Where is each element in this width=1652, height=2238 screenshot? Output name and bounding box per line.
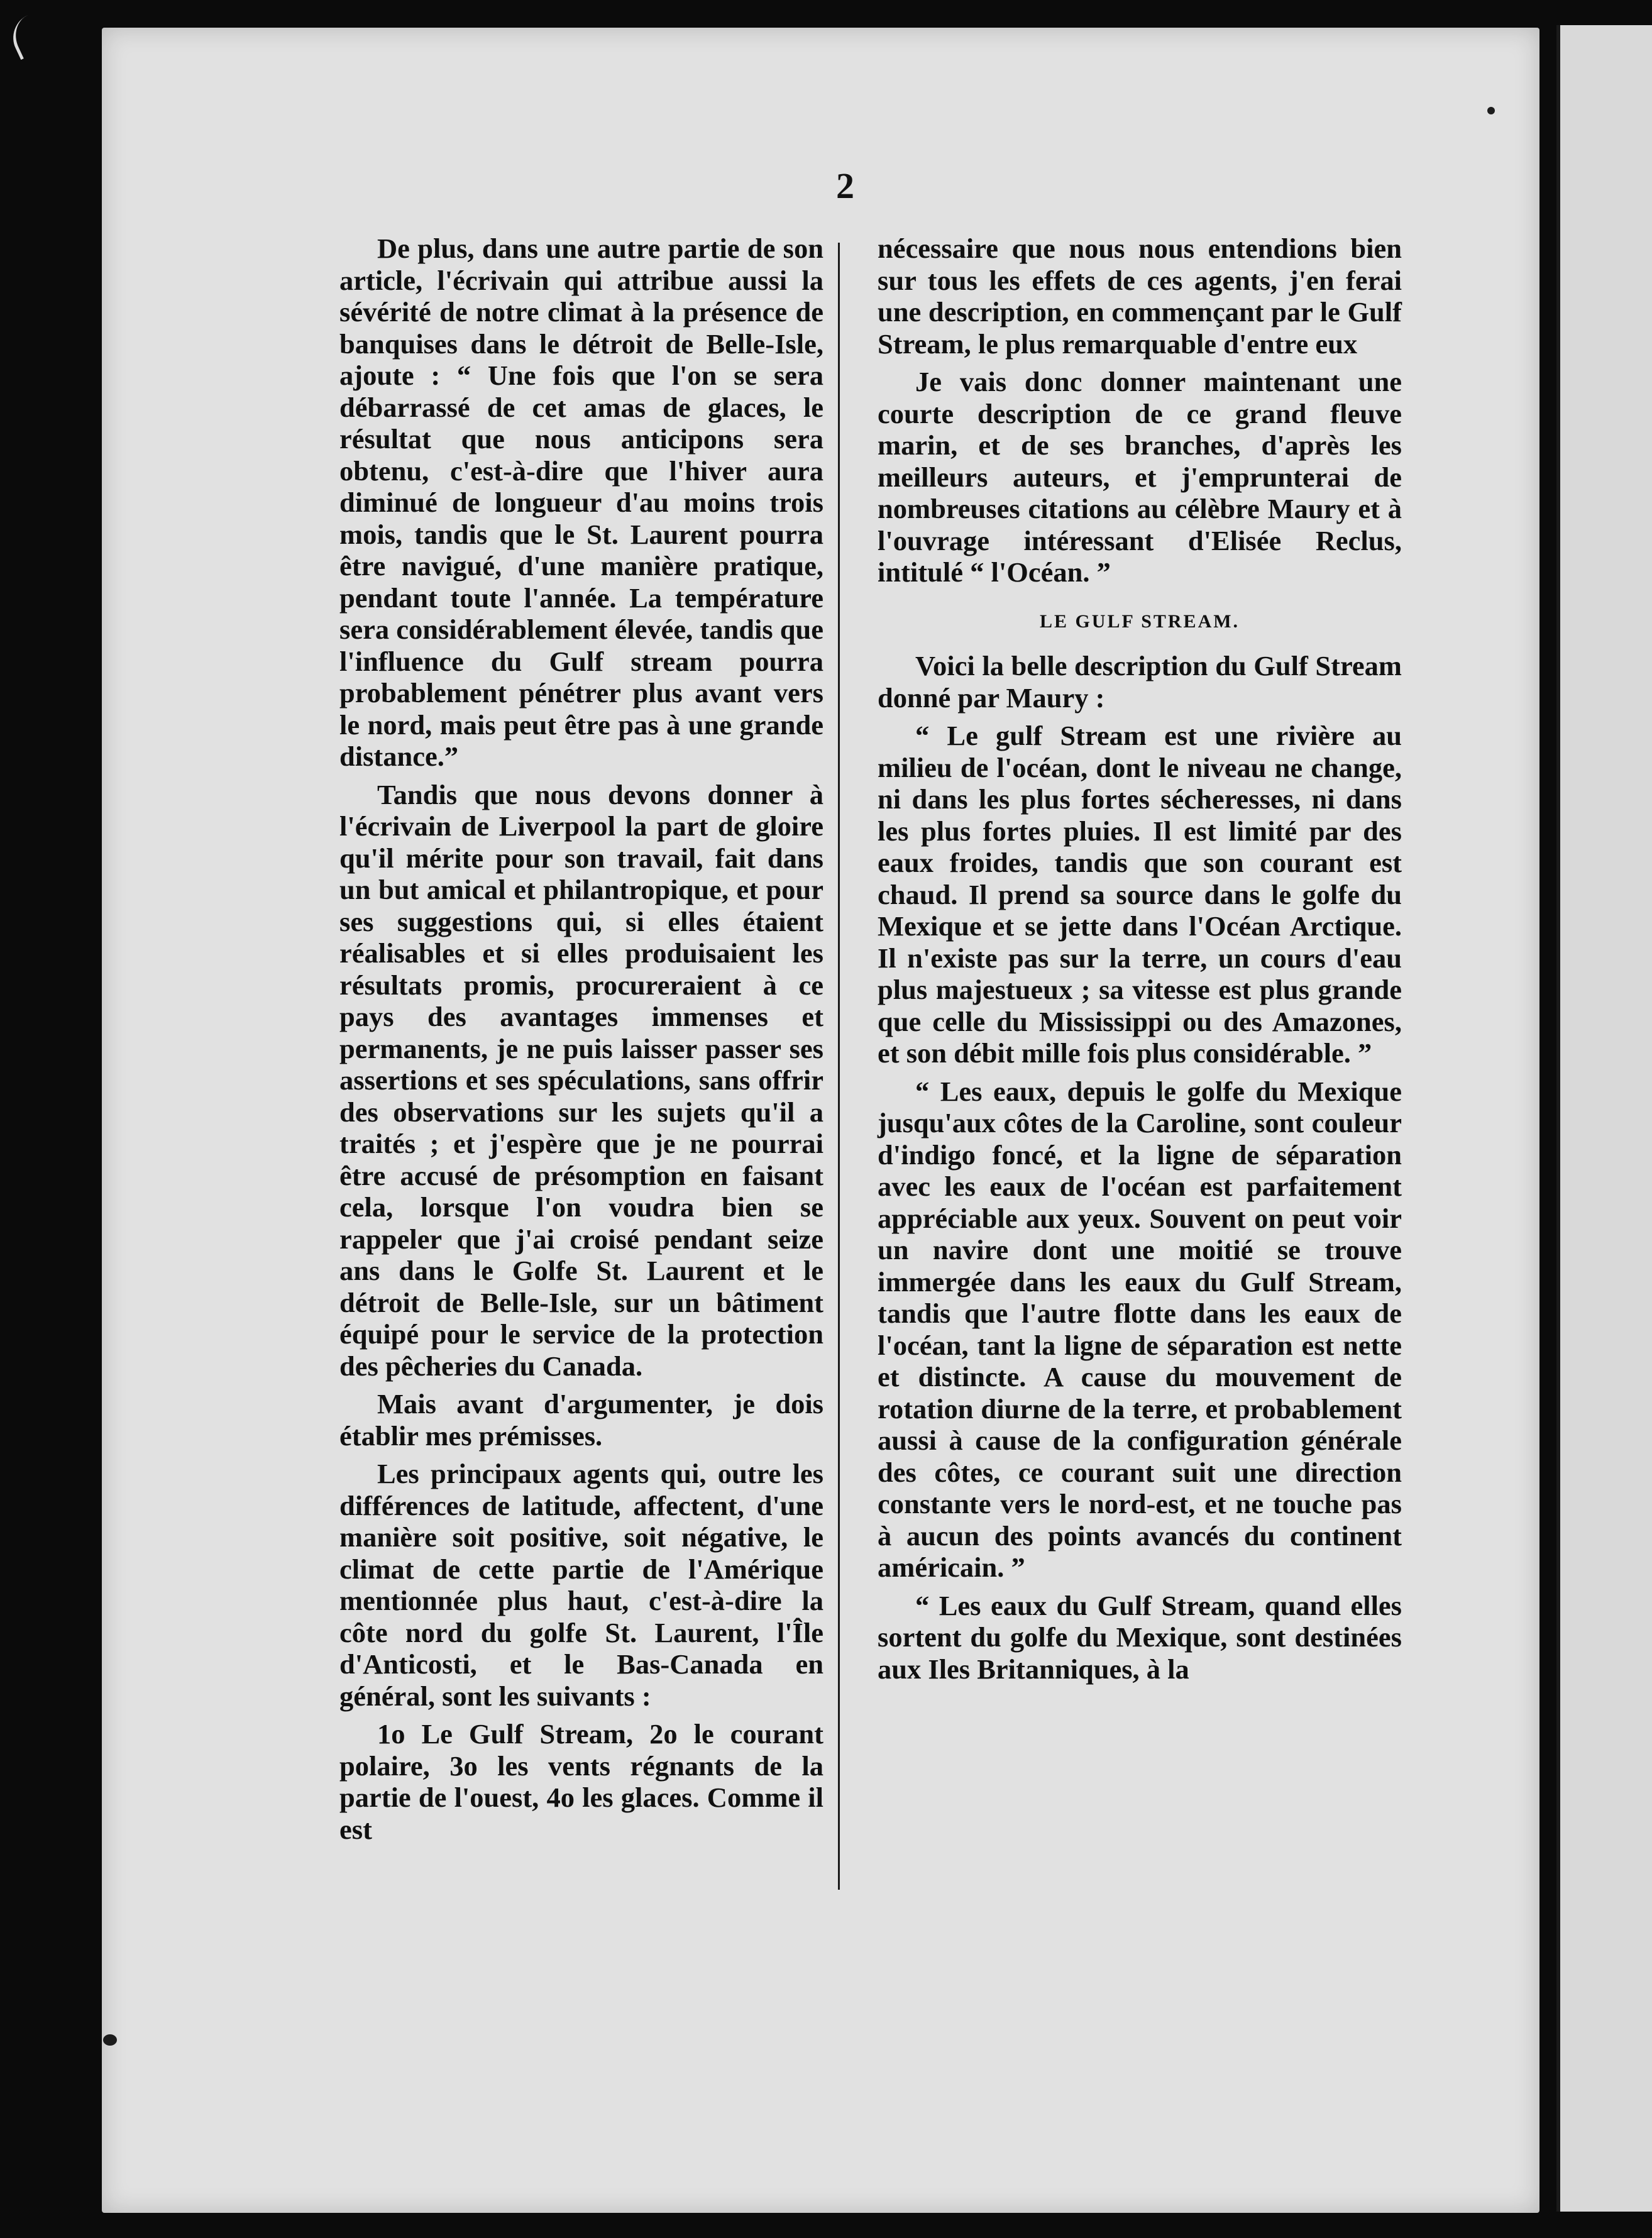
paragraph: 1o Le Gulf Stream, 2o le courant polaire, 3o les vents régnants de la partie de l'ouest, 4o les glaces. Comme il est bbox=[339, 1718, 823, 1845]
section-heading: LE GULF STREAM. bbox=[1039, 610, 1240, 632]
paragraph: Tandis que nous devons donner à l'écrivain de Liverpool la part de gloire qu'il mérite pour son travail, fait dans un but amical et philantropique, et pour ses suggestions qui, si elles étaient réalisables et si elles produisaient les résultats promis, procureraient à ce pays des avantages immenses et permanents, je ne puis laisser passer ses assertions et ses spéculations, sans offrir des observations sur les sujets qu'il a traités ; et j'espère que je ne pourrai être accusé de présomption en faisant cela, lorsque l'on voudra bien se rappeler que j'ai croisé pendant seize ans dans le Golfe St. Laurent et le détroit de Belle-Isle, sur un bâtiment équipé pour le service de la protection des pêcheries du Canada. bbox=[339, 778, 823, 1382]
paragraph-continuation: nécessaire que nous nous entendions bien sur tous les effets de ces agents, j'en ferai une description, en commençant par le Gulf Stream, le plus remarquable d'entre eux bbox=[878, 233, 1402, 360]
paragraph: Voici la belle description du Gulf Stream donné par Maury : bbox=[878, 650, 1402, 714]
column-rule bbox=[838, 243, 840, 1890]
adjacent-page-edge bbox=[1556, 25, 1652, 2212]
speck bbox=[1487, 107, 1495, 114]
paragraph: “ Les eaux du Gulf Stream, quand elles sortent du golfe du Mexique, sont destinées aux Iles Britanniques, à la bbox=[878, 1589, 1402, 1685]
paragraph: Je vais donc donner maintenant une courte description de ce grand fleuve marin, et de ses branches, d'après les meilleurs auteurs, et j'emprunterai de nombreuses citations au célèbre Maury et à l'ouvrage intéressant d'Elisée Reclus, intitulé “ l'Océan. ” bbox=[878, 366, 1402, 588]
paragraph: “ Les eaux, depuis le golfe du Mexique jusqu'aux côtes de la Caroline, sont couleur d'indigo foncé, et la ligne de séparation avec les eaux de l'océan est parfaitement appréciable aux yeux. Souvent on peut voir un navire dont une moitié se trouve immergée dans les eaux du Gulf Stream, tandis que l'autre flotte dans les eaux de l'océan, tant la ligne de séparation est nette et distincte. A cause du mouvement de rotation diurne de la terre, et probablement aussi à cause de la configuration générale des côtes, ce courant suit une direction constante vers le nord-est, et ne touche pas à aucun des points avancés du continent américain. ” bbox=[878, 1075, 1402, 1583]
page-number: 2 bbox=[836, 165, 854, 206]
speck bbox=[103, 2034, 117, 2046]
paragraph: Mais avant d'argumenter, je dois établir mes prémisses. bbox=[339, 1388, 823, 1452]
right-column bbox=[878, 233, 1402, 1691]
paragraph: “ Le gulf Stream est une rivière au milieu de l'océan, dont le niveau ne change, ni dans les plus fortes sécheresses, ni dans les plus fortes pluies. Il est limité par des eaux froides, tandis que son courant est chaud. Il prend sa source dans le golfe du Mexique et se jette dans l'Océan Arctique. Il n'existe pas sur la terre, un cours d'eau plus majestueux ; sa vitesse est plus grande que celle du Mississippi ou des Amazones, et son débit mille fois plus considérable. ” bbox=[878, 720, 1402, 1069]
paragraph: De plus, dans une autre partie de son article, l'écrivain qui attribue aussi la sévérité de notre climat à la présence de banquises dans le détroit de Belle-Isle, ajoute : “ Une fois que l'on se sera débarrassé de cet amas de glaces, le résultat que nous anticipons sera obtenu, c'est-à-dire que l'hiver aura diminué de longueur d'au moins trois mois, tandis que le St. Laurent pourra être navigué, d'une manière pratique, pendant toute l'année. La température sera considérablement élevée, tandis que l'influence du Gulf stream pourra probablement pénétrer plus avant vers le nord, mais peut être pas à une grande distance.” bbox=[339, 233, 823, 772]
left-column bbox=[339, 233, 823, 1851]
corner-mark bbox=[5, 11, 53, 60]
paragraph: Les principaux agents qui, outre les différences de latitude, affectent, d'une manière soit positive, soit négative, le climat de cette partie de l'Amérique mentionnée plus haut, c'est-à-dire la côte nord du golfe St. Laurent, l'Île d'Anticosti, et le Bas-Canada en général, sont les suivants : bbox=[339, 1458, 823, 1712]
